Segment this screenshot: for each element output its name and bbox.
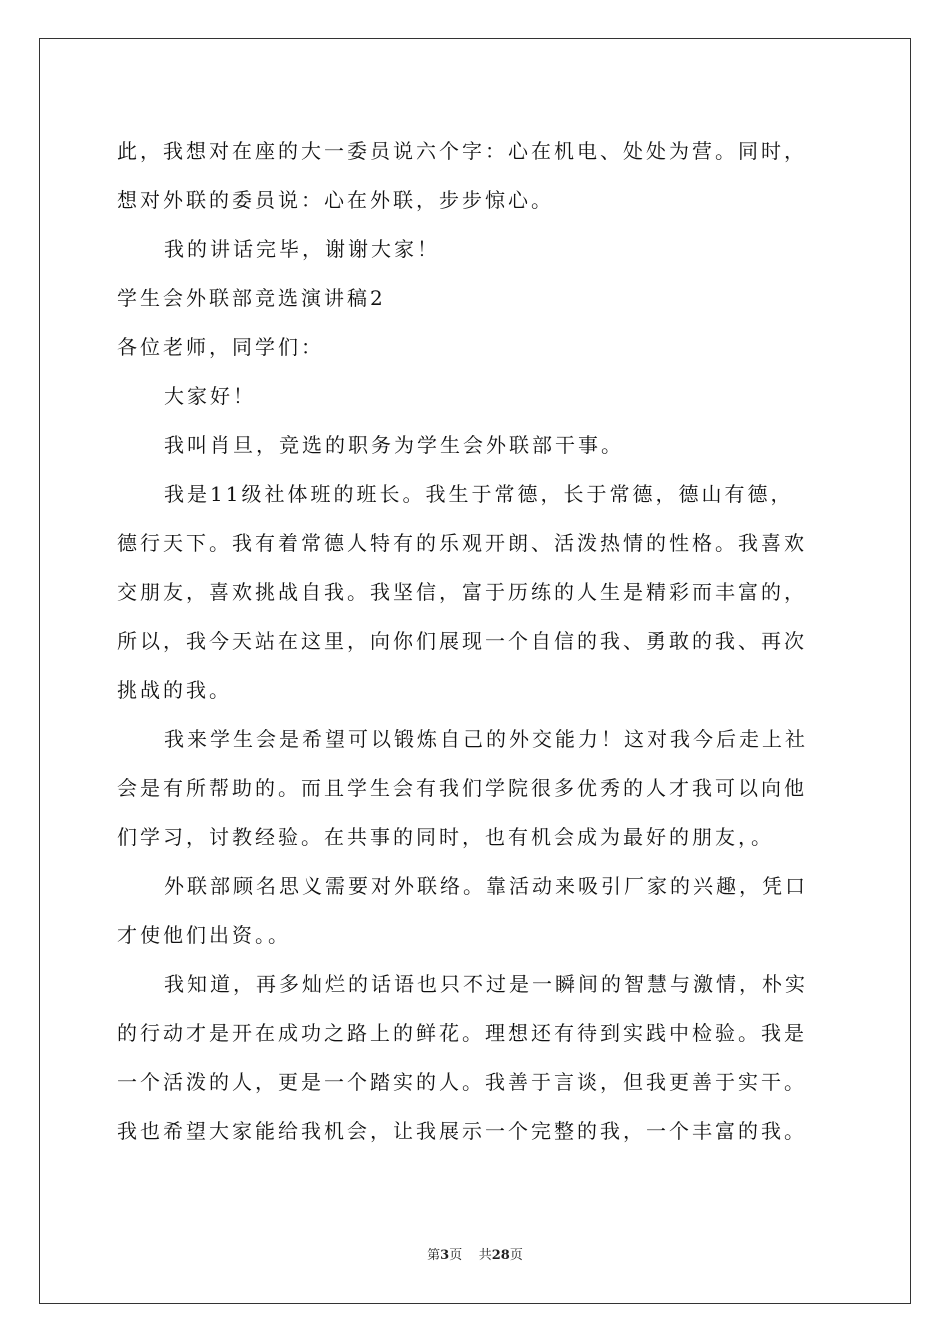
section-heading: 学生会外联部竞选演讲稿2 [117,286,386,310]
text-line: 外联部顾名思义需要对外联络。靠活动来吸引厂家的兴趣，凭口 [164,874,808,898]
page-footer [0,1244,950,1263]
page-number: 3 [440,1248,450,1263]
text-line: 一个活泼的人，更是一个踏实的人。我善于言谈，但我更善于实干。 [117,1070,807,1094]
page-unit: 页 [449,1248,463,1263]
total-label: 共 [478,1248,492,1263]
text-line: 所以，我今天站在这里，向你们展现一个自信的我、勇敢的我、再次 [117,629,807,653]
text-line: 我知道，再多灿烂的话语也只不过是一瞬间的智慧与激情，朴实 [164,972,808,996]
text-line: 交朋友，喜欢挑战自我。我坚信，富于历练的人生是精彩而丰富的， [117,580,807,604]
text-line: 我叫肖旦，竞选的职务为学生会外联部干事。 [164,433,624,457]
text-line: 们学习，讨教经验。在共事的同时，也有机会成为最好的朋友，。 [117,825,774,849]
text-line: 挑战的我。 [117,678,232,702]
text-line: 才使他们出资。。 [117,923,291,947]
text-line: 德行天下。我有着常德人特有的乐观开朗、活泼热情的性格。我喜欢 [117,531,807,555]
text-line: 我是11级社体班的班长。我生于常德，长于常德，德山有德， [164,482,794,506]
text-line: 我也希望大家能给我机会，让我展示一个完整的我，一个丰富的我。 [117,1119,807,1143]
total-pages: 28 [491,1248,510,1263]
text-line: 想对外联的委员说：心在外联，步步惊心。 [117,188,554,212]
text-line: 此，我想对在座的大一委员说六个字：心在机电、处处为营。同时， [117,139,807,163]
salutation: 各位老师，同学们： [117,335,324,359]
text-line: 我来学生会是希望可以锻炼自己的外交能力！这对我今后走上社 [164,727,808,751]
greeting: 大家好！ [164,384,256,408]
page-label: 第 [427,1248,441,1263]
text-line: 我的讲话完毕，谢谢大家！ [164,237,440,261]
total-unit: 页 [509,1248,523,1263]
text-line: 的行动才是开在成功之路上的鲜花。理想还有待到实践中检验。我是 [117,1021,807,1045]
document-body [117,127,837,1156]
text-line: 会是有所帮助的。而且学生会有我们学院很多优秀的人才我可以向他 [117,776,807,800]
